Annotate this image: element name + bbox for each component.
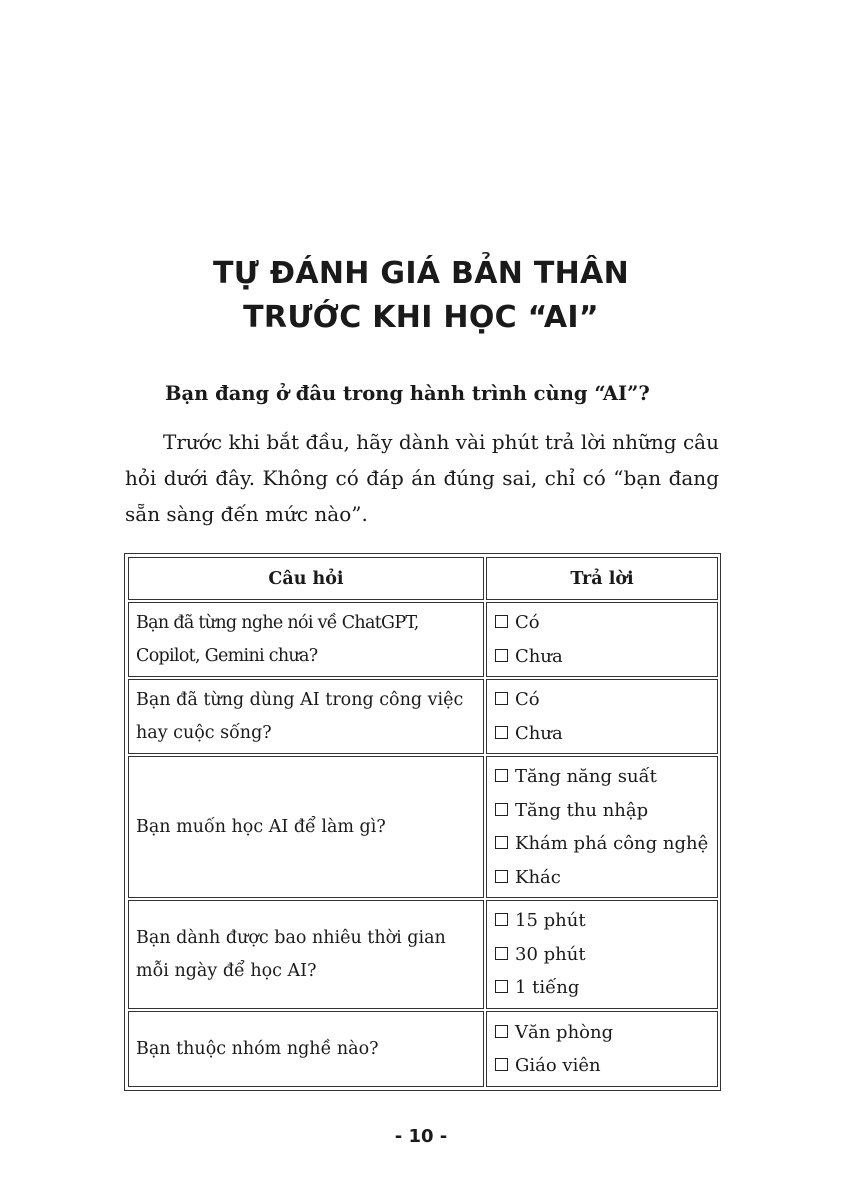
table-row-answers bbox=[486, 679, 718, 754]
checkbox-icon[interactable] bbox=[495, 692, 508, 705]
checkbox-icon[interactable] bbox=[495, 980, 508, 993]
section-subtitle: Bạn đang ở đâu trong hành trình cùng “AI”? bbox=[165, 382, 650, 405]
table-row-question bbox=[128, 679, 484, 754]
checkbox-icon[interactable] bbox=[495, 726, 508, 739]
table-row-answers bbox=[486, 756, 718, 898]
checkbox-icon[interactable] bbox=[495, 947, 508, 960]
title-line-1: TỰ ĐÁNH GIÁ BẢN THÂN bbox=[213, 256, 629, 291]
answer-option[interactable]: Giáo viên bbox=[495, 1049, 709, 1083]
header-question: Câu hỏi bbox=[128, 557, 484, 600]
table-row-answers bbox=[486, 602, 718, 677]
answer-option[interactable]: Khác bbox=[495, 861, 709, 895]
answer-option[interactable]: Văn phòng bbox=[495, 1016, 709, 1050]
answer-option[interactable]: Có bbox=[495, 683, 709, 717]
answer-option[interactable]: Tăng năng suất bbox=[495, 760, 709, 794]
page-number: - 10 - bbox=[394, 1126, 448, 1147]
answer-option[interactable]: Chưa bbox=[495, 640, 709, 674]
table-row-question bbox=[128, 1011, 484, 1087]
checkbox-icon[interactable] bbox=[495, 913, 508, 926]
table-row-question bbox=[128, 756, 484, 898]
answer-option[interactable]: Tăng thu nhập bbox=[495, 794, 709, 828]
checkbox-icon[interactable] bbox=[495, 803, 508, 816]
header-answer: Trả lời bbox=[486, 557, 718, 600]
table-row-question bbox=[128, 900, 484, 1009]
checkbox-icon[interactable] bbox=[495, 1058, 508, 1071]
title-line-2: TRƯỚC KHI HỌC “AI” bbox=[243, 300, 599, 335]
question-text: Bạn đã từng dùng AI trong công việc hay cuộc sống? bbox=[136, 689, 464, 743]
answer-option[interactable]: 15 phút bbox=[495, 904, 709, 938]
intro-paragraph: Trước khi bắt đầu, hãy dành vài phút trả lời những câu hỏi dưới đây. Không có đáp án đúng sai, chỉ có “bạn đang sẵn sàng đến mức nào”. bbox=[125, 430, 719, 526]
page-title bbox=[0, 252, 842, 340]
question-text: Bạn đã từng nghe nói về ChatGPT, Copilot, Gemini chưa? bbox=[136, 612, 419, 666]
question-text: Bạn muốn học AI để làm gì? bbox=[136, 816, 386, 837]
checkbox-icon[interactable] bbox=[495, 769, 508, 782]
question-text: Bạn thuộc nhóm nghề nào? bbox=[136, 1038, 379, 1059]
checkbox-icon[interactable] bbox=[495, 649, 508, 662]
answer-option[interactable]: Có bbox=[495, 606, 709, 640]
checkbox-icon[interactable] bbox=[495, 1025, 508, 1038]
checkbox-icon[interactable] bbox=[495, 836, 508, 849]
self-assessment-table bbox=[124, 553, 721, 1091]
answer-option[interactable]: 30 phút bbox=[495, 938, 709, 972]
table-row-answers bbox=[486, 1011, 718, 1087]
answer-option[interactable]: 1 tiếng bbox=[495, 971, 709, 1005]
question-text: Bạn dành được bao nhiêu thời gian mỗi ngày để học AI? bbox=[136, 927, 446, 981]
table-row-answers bbox=[486, 900, 718, 1009]
checkbox-icon[interactable] bbox=[495, 870, 508, 883]
table-row-question bbox=[128, 602, 484, 677]
answer-option[interactable]: Chưa bbox=[495, 717, 709, 751]
answer-option[interactable]: Khám phá công nghệ bbox=[495, 827, 709, 861]
checkbox-icon[interactable] bbox=[495, 615, 508, 628]
